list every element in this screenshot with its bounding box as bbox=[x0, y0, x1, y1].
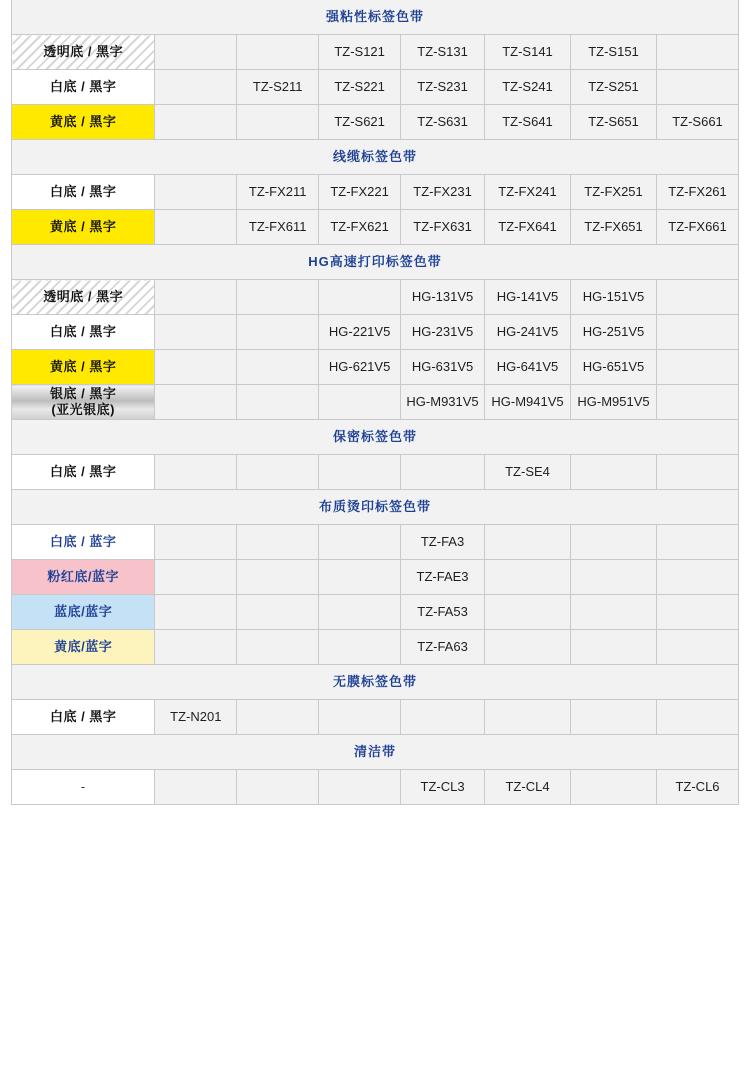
table-row bbox=[12, 595, 739, 630]
section-header-row bbox=[12, 140, 739, 175]
empty-cell bbox=[155, 525, 237, 560]
tape-model-cell: TZ-S631 bbox=[401, 105, 485, 140]
table-row bbox=[12, 560, 739, 595]
empty-cell bbox=[319, 595, 401, 630]
tape-model-cell: TZ-FA63 bbox=[401, 630, 485, 665]
tape-color-label: 银底 / 黑字 (亚光银底) bbox=[12, 385, 155, 420]
empty-cell bbox=[657, 595, 739, 630]
tape-color-label: 黄底 / 黑字 bbox=[12, 105, 155, 140]
table-row bbox=[12, 175, 739, 210]
section-title: 线缆标签色带 bbox=[12, 140, 739, 175]
tape-model-cell: HG-221V5 bbox=[319, 315, 401, 350]
table-row bbox=[12, 385, 739, 420]
tape-model-cell: TZ-S131 bbox=[401, 35, 485, 70]
empty-cell bbox=[155, 595, 237, 630]
tape-model-cell: TZ-FX261 bbox=[657, 175, 739, 210]
tape-model-cell: HG-651V5 bbox=[571, 350, 657, 385]
tape-model-cell: TZ-S121 bbox=[319, 35, 401, 70]
tape-model-cell: HG-M951V5 bbox=[571, 385, 657, 420]
tape-model-cell: TZ-FX661 bbox=[657, 210, 739, 245]
tape-model-cell: TZ-FX631 bbox=[401, 210, 485, 245]
tape-table-body bbox=[12, 0, 739, 805]
tape-model-cell: TZ-FA53 bbox=[401, 595, 485, 630]
empty-cell bbox=[319, 630, 401, 665]
section-title: 无膜标签色带 bbox=[12, 665, 739, 700]
empty-cell bbox=[237, 595, 319, 630]
empty-cell bbox=[657, 560, 739, 595]
empty-cell bbox=[155, 455, 237, 490]
empty-cell bbox=[237, 280, 319, 315]
table-row bbox=[12, 35, 739, 70]
empty-cell bbox=[571, 595, 657, 630]
tape-color-label: 粉红底/蓝字 bbox=[12, 560, 155, 595]
tape-model-cell: TZ-FX611 bbox=[237, 210, 319, 245]
tape-model-cell: TZ-S221 bbox=[319, 70, 401, 105]
tape-model-cell: TZ-FX231 bbox=[401, 175, 485, 210]
empty-cell bbox=[155, 105, 237, 140]
tape-model-cell: TZ-S241 bbox=[485, 70, 571, 105]
empty-cell bbox=[485, 595, 571, 630]
tape-color-label: 蓝底/蓝字 bbox=[12, 595, 155, 630]
tape-model-cell: TZ-FX651 bbox=[571, 210, 657, 245]
tape-model-cell: TZ-FX241 bbox=[485, 175, 571, 210]
empty-cell bbox=[319, 560, 401, 595]
tape-color-label: 白底 / 黑字 bbox=[12, 70, 155, 105]
empty-cell bbox=[657, 630, 739, 665]
empty-cell bbox=[237, 35, 319, 70]
tape-model-cell: TZ-FX251 bbox=[571, 175, 657, 210]
section-title: 布质烫印标签色带 bbox=[12, 490, 739, 525]
tape-model-cell: HG-151V5 bbox=[571, 280, 657, 315]
table-row bbox=[12, 350, 739, 385]
tape-model-cell: HG-641V5 bbox=[485, 350, 571, 385]
tape-model-cell: TZ-S211 bbox=[237, 70, 319, 105]
table-row bbox=[12, 455, 739, 490]
empty-cell bbox=[657, 350, 739, 385]
tape-model-cell: TZ-CL6 bbox=[657, 770, 739, 805]
empty-cell bbox=[155, 630, 237, 665]
empty-cell bbox=[155, 770, 237, 805]
tape-model-cell: TZ-FAE3 bbox=[401, 560, 485, 595]
empty-cell bbox=[571, 770, 657, 805]
empty-cell bbox=[237, 770, 319, 805]
empty-cell bbox=[237, 105, 319, 140]
empty-cell bbox=[319, 280, 401, 315]
empty-cell bbox=[237, 525, 319, 560]
tape-model-cell: TZ-S151 bbox=[571, 35, 657, 70]
empty-cell bbox=[155, 280, 237, 315]
section-header-row bbox=[12, 490, 739, 525]
tape-model-cell: TZ-SE4 bbox=[485, 455, 571, 490]
tape-model-cell: TZ-S641 bbox=[485, 105, 571, 140]
empty-cell bbox=[155, 315, 237, 350]
empty-cell bbox=[401, 455, 485, 490]
empty-cell bbox=[657, 385, 739, 420]
table-row bbox=[12, 70, 739, 105]
tape-model-cell: HG-M941V5 bbox=[485, 385, 571, 420]
section-title: 清洁带 bbox=[12, 735, 739, 770]
section-title: 强粘性标签色带 bbox=[12, 0, 739, 35]
tape-model-cell: TZ-S661 bbox=[657, 105, 739, 140]
table-row bbox=[12, 770, 739, 805]
tape-model-cell: HG-631V5 bbox=[401, 350, 485, 385]
empty-cell bbox=[155, 385, 237, 420]
tape-catalog-table bbox=[11, 0, 739, 805]
tape-model-cell: TZ-S141 bbox=[485, 35, 571, 70]
empty-cell bbox=[155, 210, 237, 245]
tape-color-label: 透明底 / 黑字 bbox=[12, 280, 155, 315]
tape-model-cell: TZ-CL4 bbox=[485, 770, 571, 805]
tape-color-label: 黄底/蓝字 bbox=[12, 630, 155, 665]
section-header-row bbox=[12, 0, 739, 35]
tape-color-label: 透明底 / 黑字 bbox=[12, 35, 155, 70]
empty-cell bbox=[571, 560, 657, 595]
empty-cell bbox=[319, 770, 401, 805]
empty-cell bbox=[319, 700, 401, 735]
tape-color-label: 黄底 / 黑字 bbox=[12, 210, 155, 245]
tape-model-cell: TZ-S231 bbox=[401, 70, 485, 105]
tape-model-cell: HG-141V5 bbox=[485, 280, 571, 315]
table-row bbox=[12, 105, 739, 140]
empty-cell bbox=[237, 455, 319, 490]
empty-cell bbox=[319, 455, 401, 490]
empty-cell bbox=[571, 700, 657, 735]
tape-color-label: - bbox=[12, 770, 155, 805]
section-header-row bbox=[12, 420, 739, 455]
empty-cell bbox=[485, 560, 571, 595]
empty-cell bbox=[237, 350, 319, 385]
empty-cell bbox=[657, 455, 739, 490]
tape-model-cell: TZ-FX641 bbox=[485, 210, 571, 245]
empty-cell bbox=[485, 700, 571, 735]
empty-cell bbox=[155, 175, 237, 210]
tape-color-label: 白底 / 黑字 bbox=[12, 700, 155, 735]
tape-color-label: 白底 / 黑字 bbox=[12, 455, 155, 490]
empty-cell bbox=[155, 70, 237, 105]
tape-color-label: 黄底 / 黑字 bbox=[12, 350, 155, 385]
tape-model-cell: TZ-S651 bbox=[571, 105, 657, 140]
empty-cell bbox=[657, 70, 739, 105]
tape-model-cell: TZ-N201 bbox=[155, 700, 237, 735]
tape-model-cell: HG-231V5 bbox=[401, 315, 485, 350]
tape-model-cell: HG-621V5 bbox=[319, 350, 401, 385]
tape-model-cell: HG-241V5 bbox=[485, 315, 571, 350]
tape-color-label: 白底 / 黑字 bbox=[12, 175, 155, 210]
tape-model-cell: TZ-S621 bbox=[319, 105, 401, 140]
empty-cell bbox=[237, 385, 319, 420]
empty-cell bbox=[485, 525, 571, 560]
empty-cell bbox=[319, 385, 401, 420]
table-row bbox=[12, 315, 739, 350]
empty-cell bbox=[657, 700, 739, 735]
tape-model-cell: TZ-CL3 bbox=[401, 770, 485, 805]
tape-model-cell: HG-M931V5 bbox=[401, 385, 485, 420]
empty-cell bbox=[155, 350, 237, 385]
table-row bbox=[12, 525, 739, 560]
empty-cell bbox=[657, 525, 739, 560]
table-row bbox=[12, 700, 739, 735]
empty-cell bbox=[237, 630, 319, 665]
section-header-row bbox=[12, 245, 739, 280]
tape-model-cell: TZ-FX211 bbox=[237, 175, 319, 210]
tape-color-label: 白底 / 蓝字 bbox=[12, 525, 155, 560]
tape-model-cell: HG-251V5 bbox=[571, 315, 657, 350]
tape-model-cell: TZ-FX221 bbox=[319, 175, 401, 210]
section-title: HG高速打印标签色带 bbox=[12, 245, 739, 280]
tape-model-cell: TZ-FA3 bbox=[401, 525, 485, 560]
empty-cell bbox=[657, 35, 739, 70]
tape-model-cell: TZ-S251 bbox=[571, 70, 657, 105]
empty-cell bbox=[155, 35, 237, 70]
empty-cell bbox=[155, 560, 237, 595]
empty-cell bbox=[485, 630, 571, 665]
tape-model-cell: TZ-FX621 bbox=[319, 210, 401, 245]
empty-cell bbox=[237, 560, 319, 595]
empty-cell bbox=[237, 315, 319, 350]
table-row bbox=[12, 280, 739, 315]
empty-cell bbox=[571, 455, 657, 490]
empty-cell bbox=[657, 280, 739, 315]
empty-cell bbox=[401, 700, 485, 735]
tape-color-label: 白底 / 黑字 bbox=[12, 315, 155, 350]
empty-cell bbox=[571, 525, 657, 560]
section-title: 保密标签色带 bbox=[12, 420, 739, 455]
section-header-row bbox=[12, 665, 739, 700]
section-header-row bbox=[12, 735, 739, 770]
table-row bbox=[12, 630, 739, 665]
empty-cell bbox=[319, 525, 401, 560]
table-row bbox=[12, 210, 739, 245]
empty-cell bbox=[237, 700, 319, 735]
empty-cell bbox=[571, 630, 657, 665]
tape-model-cell: HG-131V5 bbox=[401, 280, 485, 315]
empty-cell bbox=[657, 315, 739, 350]
